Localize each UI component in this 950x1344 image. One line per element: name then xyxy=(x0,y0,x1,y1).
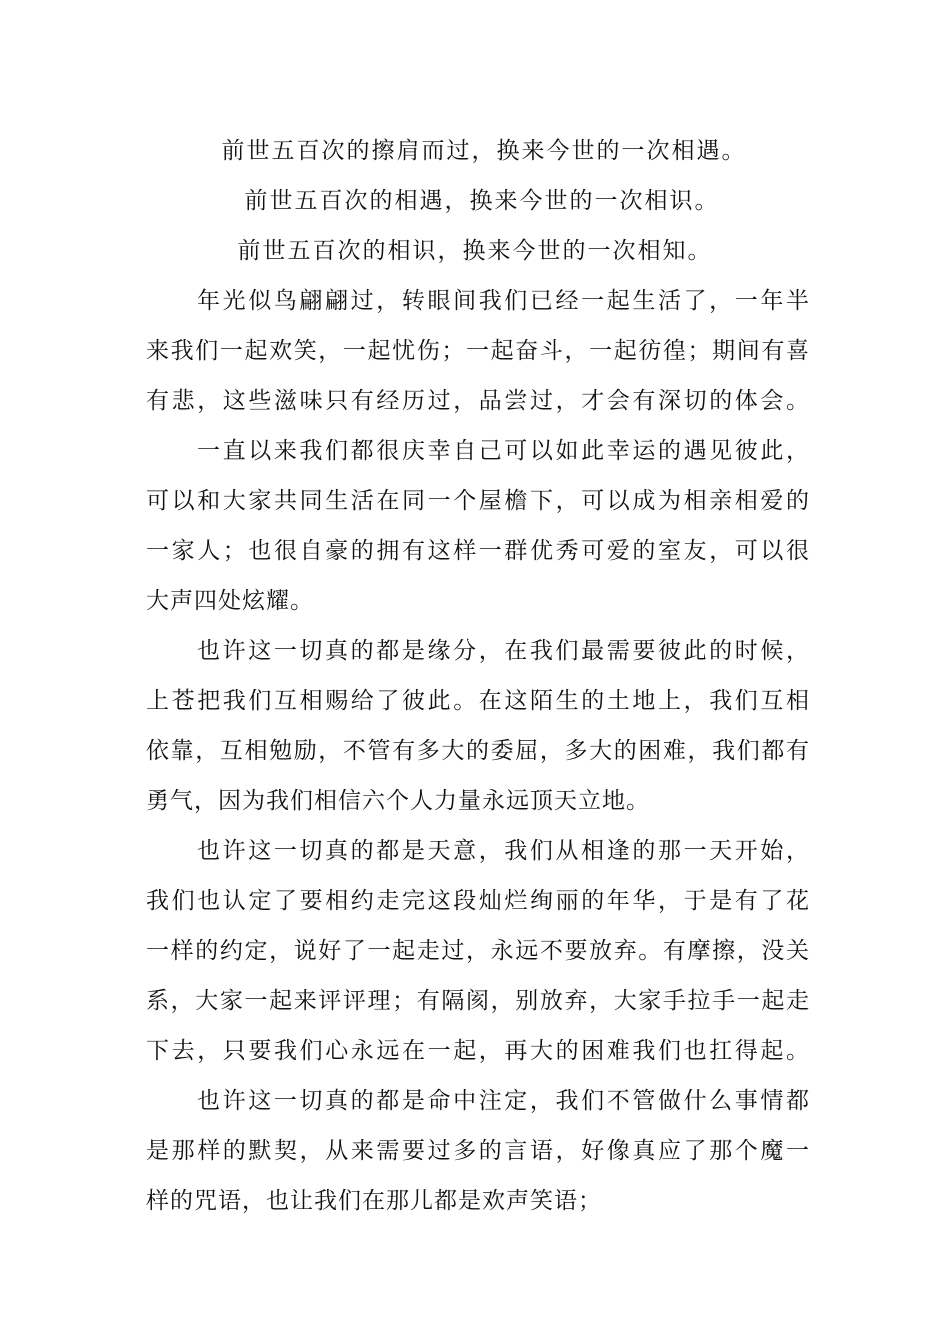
paragraph-line: 样的咒语，也让我们在那儿都是欢声笑语； xyxy=(146,1188,602,1214)
paragraph-line: 一样的约定，说好了一起走过，永远不要放弃。有摩擦，没关 xyxy=(146,938,810,964)
paragraph-line: 一家人；也很自豪的拥有这样一群优秀可爱的室友，可以很 xyxy=(146,538,810,564)
paragraph-line: 上苍把我们互相赐给了彼此。在这陌生的土地上，我们互相 xyxy=(146,688,810,714)
paragraph-line: 可以和大家共同生活在同一个屋檐下，可以成为相亲相爱的 xyxy=(146,488,810,514)
paragraph-line: 勇气，因为我们相信六个人力量永远顶天立地。 xyxy=(146,788,650,814)
verse-line: 前世五百次的相遇，换来今世的一次相识。 xyxy=(244,188,720,214)
verse-line: 前世五百次的擦肩而过，换来今世的一次相遇。 xyxy=(221,138,747,164)
paragraph-line: 也许这一切真的都是缘分，在我们最需要彼此的时候， xyxy=(197,638,810,664)
paragraph-line: 我们也认定了要相约走完这段灿烂绚丽的年华，于是有了花 xyxy=(146,888,810,914)
paragraph-line: 有悲，这些滋味只有经历过，品尝过，才会有深切的体会。 xyxy=(146,388,810,414)
paragraph-line: 年光似鸟翩翩过，转眼间我们已经一起生活了，一年半 xyxy=(197,288,810,314)
paragraph-line: 系，大家一起来评评理；有隔阂，别放弃，大家手拉手一起走 xyxy=(146,988,810,1014)
paragraph-line: 大声四处炫耀。 xyxy=(146,588,314,614)
paragraph-line: 也许这一切真的都是命中注定，我们不管做什么事情都 xyxy=(197,1088,810,1114)
paragraph-line: 下去，只要我们心永远在一起，再大的困难我们也扛得起。 xyxy=(146,1038,810,1064)
verse-line: 前世五百次的相识，换来今世的一次相知。 xyxy=(237,238,713,264)
paragraph-line: 一直以来我们都很庆幸自己可以如此幸运的遇见彼此， xyxy=(197,438,810,464)
paragraph-line: 来我们一起欢笑，一起忧伤；一起奋斗，一起彷徨；期间有喜 xyxy=(146,338,810,364)
paragraph-line: 依靠，互相勉励，不管有多大的委屈，多大的困难，我们都有 xyxy=(146,738,810,764)
paragraph-line: 也许这一切真的都是天意，我们从相逢的那一天开始， xyxy=(197,838,810,864)
paragraph-line: 是那样的默契，从来需要过多的言语，好像真应了那个魔一 xyxy=(146,1138,810,1164)
